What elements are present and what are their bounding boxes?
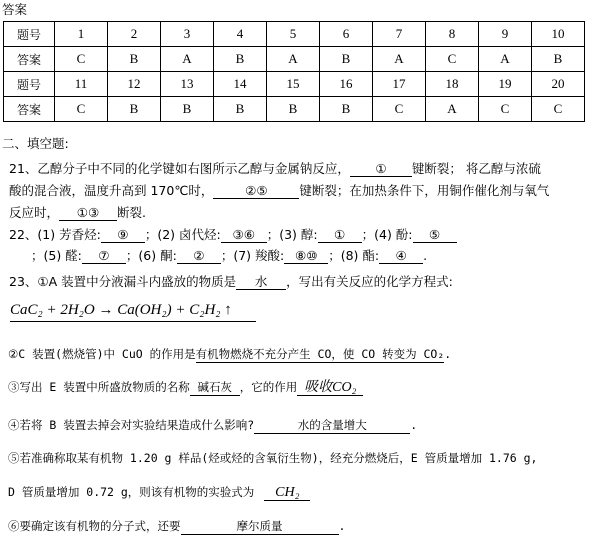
q22-label: ；(6) 酮: bbox=[125, 248, 177, 263]
q23-line5: ⑤若准确称取某有机物 1.20 g 样品(烃或烃的含氧衍生物)，经充分燃烧后，E 管质量增加 1.76 g, bbox=[8, 451, 538, 465]
table-cell: 19 bbox=[479, 72, 532, 97]
table-cell: B bbox=[108, 97, 161, 122]
q21-text: 键断裂； 将乙醇与浓硫 bbox=[411, 161, 541, 176]
section-heading: 二、填空题: bbox=[2, 136, 69, 151]
q21-line1 bbox=[9, 159, 541, 177]
q23-period: . bbox=[444, 347, 452, 361]
q23-blank4: 水的含量增大 bbox=[254, 418, 410, 434]
q21-text: 21、乙醇分子中不同的化学键如右图所示乙醇与金属钠反应， bbox=[9, 161, 350, 176]
q23-text: 23、①A 装置中分液漏斗内盛放的物质是 bbox=[9, 274, 237, 289]
table-cell: B bbox=[267, 97, 320, 122]
table-cell: B bbox=[161, 97, 214, 122]
row-header: 题号 bbox=[4, 72, 55, 97]
q21-blank1: ① bbox=[350, 161, 412, 177]
table-cell: B bbox=[532, 47, 585, 72]
q22-label: ；(4) 酚: bbox=[361, 227, 413, 242]
table-cell: 11 bbox=[55, 72, 108, 97]
q23-text: ②C 装置(燃烧管)中 CuO 的作用是 bbox=[8, 347, 196, 361]
q23-line1 bbox=[9, 272, 453, 290]
q23-period: . bbox=[410, 418, 418, 432]
table-cell: 4 bbox=[214, 22, 267, 47]
table-cell: 20 bbox=[532, 72, 585, 97]
table-cell: C bbox=[55, 97, 108, 122]
row-header: 答案 bbox=[4, 97, 55, 122]
q23-blank2: 有机物燃烧不充分产生 CO，使 CO 转变为 CO₂ bbox=[195, 347, 445, 361]
q21-line3 bbox=[9, 203, 146, 221]
q23-blank7: 摩尔质量 bbox=[181, 519, 339, 535]
q23-text: ，它的作用 bbox=[239, 380, 298, 394]
table-cell: 3 bbox=[161, 22, 214, 47]
table-row bbox=[4, 72, 585, 97]
q23-blank3b: 吸收CO₂ bbox=[297, 380, 363, 396]
q21-text: 键断裂；在加热条件下，用铜作催化剂与氧气 bbox=[299, 183, 550, 198]
q23-line6 bbox=[8, 484, 310, 501]
q22-answer: ② bbox=[177, 248, 221, 264]
table-row bbox=[4, 97, 585, 122]
q21-blank2: ②⑤ bbox=[213, 183, 299, 199]
page-title: 答案 bbox=[2, 2, 28, 17]
q22-answer: ④ bbox=[379, 248, 423, 264]
q22-answer: ⑧⑩ bbox=[284, 248, 328, 264]
table-cell: C bbox=[426, 47, 479, 72]
q22-period: . bbox=[423, 248, 428, 263]
table-cell: A bbox=[161, 47, 214, 72]
q22-label: ；(3) 醇: bbox=[266, 227, 318, 242]
q23-line3 bbox=[8, 379, 363, 396]
table-cell: B bbox=[214, 97, 267, 122]
q22-answer: ① bbox=[318, 227, 362, 243]
table-cell: A bbox=[479, 47, 532, 72]
q22-line2 bbox=[31, 246, 427, 264]
table-cell: 17 bbox=[373, 72, 426, 97]
table-cell: C bbox=[532, 97, 585, 122]
q23-line7 bbox=[8, 518, 345, 535]
table-cell: C bbox=[55, 47, 108, 72]
table-cell: B bbox=[108, 47, 161, 72]
q22-label: 22、(1) 芳香烃: bbox=[9, 227, 101, 242]
table-cell: 16 bbox=[320, 72, 373, 97]
q23-text: D 管质量增加 0.72 g，则该有机物的实验式为 bbox=[8, 485, 255, 499]
row-header: 答案 bbox=[4, 47, 55, 72]
q23-text: ⑥要确定该有机物的分子式，还要 bbox=[8, 519, 181, 533]
q22-label: ；(7) 羧酸: bbox=[220, 248, 285, 263]
q23-text: ④若将 B 装置去掉会对实验结果造成什么影响? bbox=[8, 418, 255, 432]
table-cell: 2 bbox=[108, 22, 161, 47]
table-cell: 9 bbox=[479, 22, 532, 47]
q23-blank1: 水 bbox=[236, 274, 286, 290]
q23-blank6: CH₂ bbox=[264, 485, 310, 501]
table-cell: 10 bbox=[532, 22, 585, 47]
table-cell: 18 bbox=[426, 72, 479, 97]
table-row bbox=[4, 22, 585, 47]
table-cell: B bbox=[320, 47, 373, 72]
table-cell: 12 bbox=[108, 72, 161, 97]
q22-line1 bbox=[9, 225, 457, 243]
table-cell: 15 bbox=[267, 72, 320, 97]
table-cell: 7 bbox=[373, 22, 426, 47]
table-cell: A bbox=[267, 47, 320, 72]
q23-blank3: 碱石灰 bbox=[190, 380, 240, 396]
q21-text: 断裂. bbox=[117, 205, 146, 220]
table-cell: 13 bbox=[161, 72, 214, 97]
q21-text: 反应时， bbox=[9, 205, 60, 220]
chemical-equation: CaC₂ + 2H₂O → Ca(OH₂) + C₂H₂ ↑ bbox=[10, 302, 256, 322]
row-header: 题号 bbox=[4, 22, 55, 47]
q21-text: 酸的混合液，温度升高到 170℃时， bbox=[9, 183, 214, 198]
table-cell: A bbox=[426, 97, 479, 122]
q22-label: ；(8) 酯: bbox=[328, 248, 380, 263]
table-cell: B bbox=[214, 47, 267, 72]
table-row bbox=[4, 47, 585, 72]
q23-text: ③写出 E 装置中所盛放物质的名称 bbox=[8, 380, 190, 394]
answer-table bbox=[3, 21, 585, 122]
table-cell: 8 bbox=[426, 22, 479, 47]
q23-line4 bbox=[8, 417, 417, 434]
q22-label: ；(2) 卤代烃: bbox=[144, 227, 221, 242]
q22-answer: ③⑥ bbox=[221, 227, 267, 243]
q21-blank3: ①③ bbox=[59, 205, 117, 221]
q21-line2 bbox=[9, 181, 549, 199]
table-cell: 14 bbox=[214, 72, 267, 97]
table-cell: C bbox=[479, 97, 532, 122]
table-cell: C bbox=[373, 97, 426, 122]
q23-period: . bbox=[338, 519, 346, 533]
q22-answer: ⑦ bbox=[82, 248, 126, 264]
q22-answer: ⑨ bbox=[101, 227, 145, 243]
table-cell: B bbox=[320, 97, 373, 122]
table-cell: 5 bbox=[267, 22, 320, 47]
q23-text: ，写出有关反应的化学方程式: bbox=[286, 274, 453, 289]
table-cell: A bbox=[373, 47, 426, 72]
q22-label: ；(5) 醛: bbox=[31, 248, 82, 263]
q22-answer: ⑤ bbox=[413, 227, 457, 243]
q23-line2 bbox=[8, 346, 451, 363]
table-cell: 6 bbox=[320, 22, 373, 47]
table-cell: 1 bbox=[55, 22, 108, 47]
